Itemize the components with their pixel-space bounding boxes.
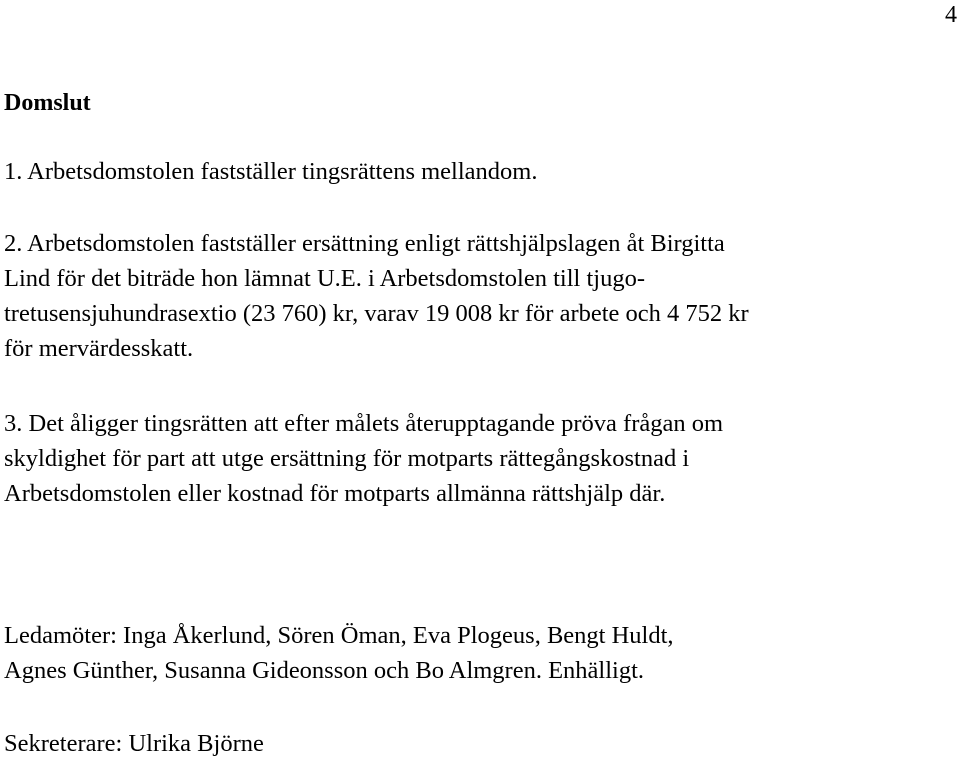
paragraph-line: tretusensjuhundrasextio (23 760) kr, varav 19 008 kr för arbete och 4 752 kr bbox=[4, 300, 749, 327]
paragraph-line: Arbetsdomstolen eller kostnad för motparts allmänna rättshjälp där. bbox=[4, 480, 666, 507]
ruling-item-3 bbox=[4, 406, 954, 511]
paragraph-line: för mervärdesskatt. bbox=[4, 335, 194, 362]
paragraph-line: skyldighet för part att utge ersättning för motparts rättegångskostnad i bbox=[4, 445, 690, 472]
paragraph-line: Sekreterare: Ulrika Björne bbox=[4, 730, 264, 757]
court-secretary bbox=[4, 726, 954, 761]
paragraph-line: Agnes Günther, Susanna Gideonsson och Bo Almgren. Enhälligt. bbox=[4, 657, 645, 684]
paragraph-line: Ledamöter: Inga Åkerlund, Sören Öman, Eva Plogeus, Bengt Huldt, bbox=[4, 622, 674, 649]
page-title: Domslut bbox=[4, 90, 91, 116]
ruling-item-2 bbox=[4, 226, 954, 366]
paragraph-line: 2. Arbetsdomstolen fastställer ersättning enligt rättshjälpslagen åt Birgitta bbox=[4, 230, 725, 257]
ruling-item-1 bbox=[4, 154, 954, 189]
page-number: 4 bbox=[945, 2, 957, 28]
court-members bbox=[4, 618, 954, 688]
paragraph-line: 3. Det åligger tingsrätten att efter målets återupptagande pröva frågan om bbox=[4, 410, 724, 437]
paragraph-line: Lind för det biträde hon lämnat U.E. i Arbetsdomstolen till tjugo- bbox=[4, 265, 645, 292]
paragraph-line: 1. Arbetsdomstolen fastställer tingsrättens mellandom. bbox=[4, 158, 538, 185]
